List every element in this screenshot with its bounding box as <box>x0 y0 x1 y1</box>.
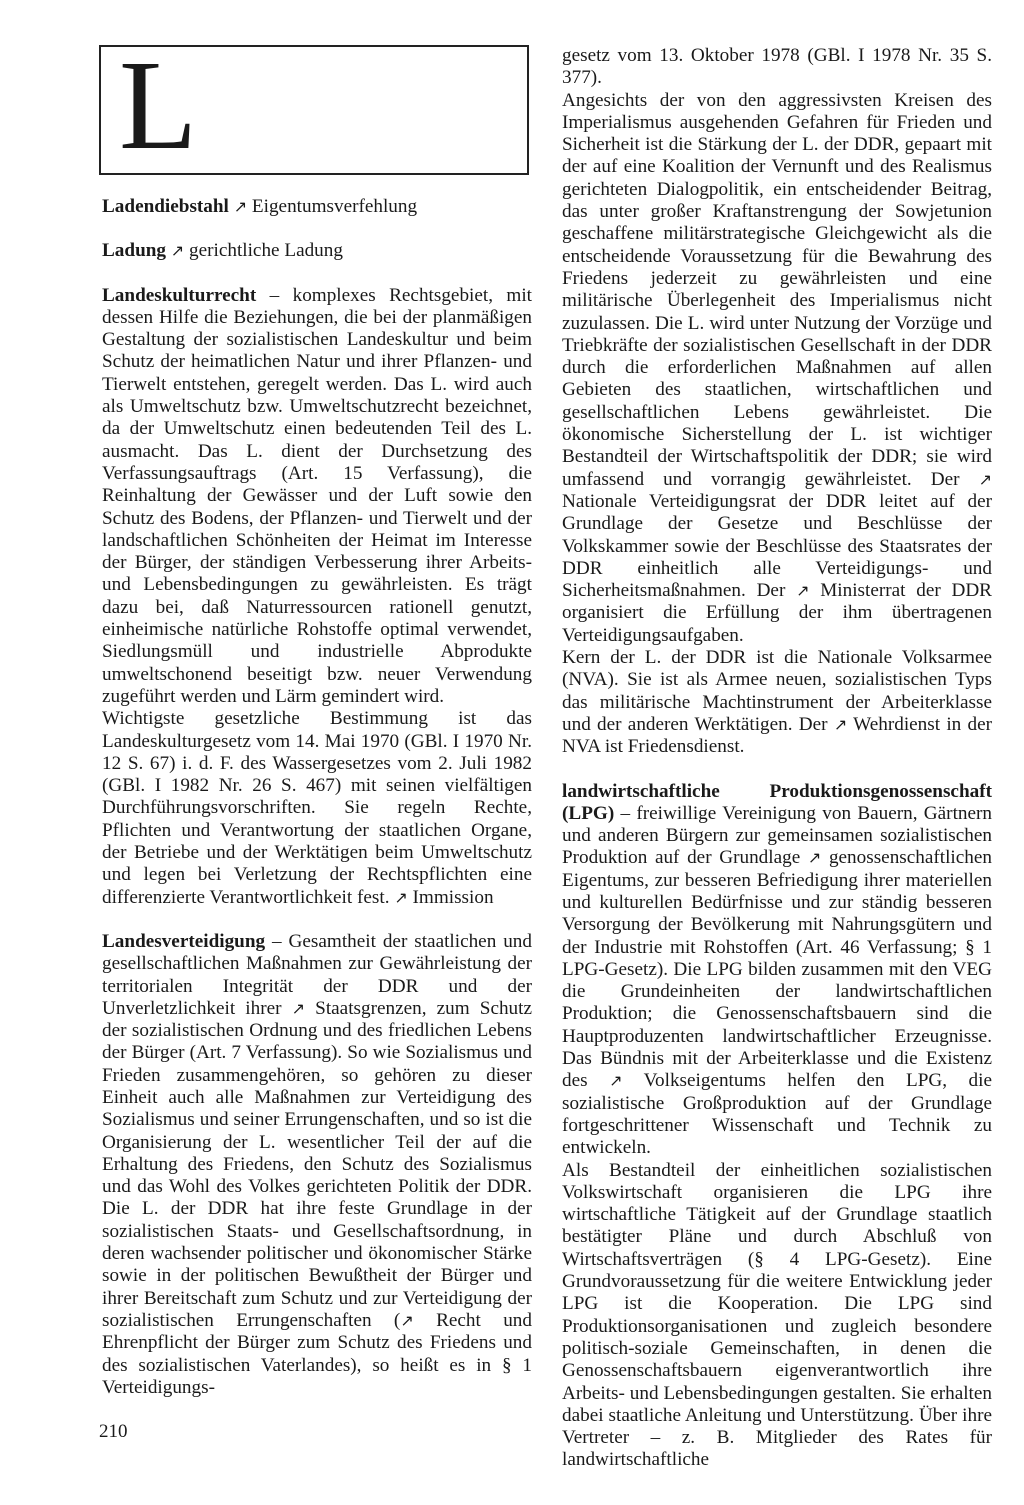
entry-text: Nationale Verteidigungsrat der DDR leitet auf der Grundlage der Gesetze und Beschlüsse der Volkskammer sowie der Beschlüsse des Staatsrates der DDR einheitlich alle Verteidigungs- und Sicherheitsmaßnahmen. Der <box>562 490 992 602</box>
entry-text: Ministerrat der DDR organisiert die Erfüllung der ihm übertragenen Verteidigungsaufgaben. <box>562 580 992 646</box>
cross-reference-arrow-icon: ↗ <box>291 998 306 1018</box>
entry-term: Landeskulturrecht <box>102 284 257 306</box>
cross-reference-arrow-icon: ↗ <box>400 1310 414 1330</box>
entry-landeskulturrecht-paragraph <box>102 708 532 909</box>
entry-lpg <box>562 781 992 1160</box>
entry-text: – freiwillige Vereinigung von Bauern, Gärtnern und anderen Bürgern zur gemeinsamen sozialistischen Produktion auf der Grundlage <box>562 802 992 869</box>
entry-ladung <box>102 240 532 262</box>
entry-text: Immission <box>407 886 494 908</box>
left-column <box>102 196 532 1399</box>
cross-reference-arrow-icon: ↗ <box>609 1071 623 1091</box>
entry-term: Ladendiebstahl <box>102 196 229 217</box>
cross-reference-arrow-icon: ↗ <box>394 887 408 907</box>
cross-reference-arrow-icon: ↗ <box>833 714 848 734</box>
entry-text: Eigentumsverfehlung <box>251 196 418 217</box>
entry-text: Recht und Ehrenpflicht der Bürger zum Schutz des Friedens und des sozialistischen Vaterlandes), so heißt es in § 1 Verteidigungs- <box>102 1309 532 1398</box>
section-letter-box <box>99 34 529 176</box>
cross-reference-arrow-icon: ↗ <box>170 241 185 261</box>
entry-text: – Gesamtheit der staatlichen und gesellschaftlichen Maßnahmen zur Gewährleistung der territorialen Integrität der DDR und der Unverletzlichkeit ihrer <box>102 930 532 1019</box>
entry-text: Staatsgrenzen, zum Schutz der sozialistischen Ordnung und des friedlichen Lebens der Bürger (Art. 7 Verfassung). So wie Sozialismus und Frieden zusammengehören, so gehören zu dieser Einheit auch alle Maßnahmen zur Verteidigung des Sozialismus und seiner Errungenschaften, und so ist die Organisierung der L. wesentlicher Teil der auf die Erhaltung des Friedens, den Schutz des Sozialismus und das Wohl des Volkes gerichteten Politik der DDR. Die L. der DDR hat ihre feste Grundlage in der sozialistischen Staats- und Gesellschaftsordnung, in deren wachsender politischer und ökonomischer Stärke sowie in der politischen Bewußtheit der Bürger und ihrer Bereitschaft zum Schutz und zur Verteidigung der sozialistischen Errungenschaften ( <box>102 997 532 1331</box>
entry-term: Ladung <box>102 240 166 262</box>
entry-landeskulturrecht <box>102 285 532 709</box>
entry-paragraph <box>562 90 992 647</box>
page-number: 210 <box>99 1421 128 1442</box>
entry-text: Wehrdienst in der NVA ist Friedensdienst. <box>562 713 993 758</box>
entry-text: – komplexes Rechtsgebiet, mit dessen Hilfe die Beziehungen, die bei der planmäßigen Gestaltung der sozialistischen Landeskultur und beim Schutz der heimatlichen Natur und ihrer Pflanzen- und Tierwelt entstehen, geregelt werden. Das L. wird auch als Umweltschutz bzw. Umweltschutzrecht bezeichnet, da der Umweltschutz einen bedeutenden Teil des L. ausmacht. Das L. dient der Durchsetzung des Verfassungsauftrags (Art. 15 Verfassung), die Reinhaltung der Gewässer und der Luft sowie den Schutz des Bodens, der Pflanzen- und Tierwelt und der landschaftlichen Schönheiten der Heimat im Interesse der Bürger, der ständigen Verbesserung ihrer Arbeits- und Lebensbedingungen zu gewährleisten. Es trägt dazu bei, daß Naturressourcen rationell genutzt, einheimische natürliche Rohstoffe optimal verwendet, Siedlungsmüll und industrielle Abprodukte umweltschonend beseitigt bzw. neuer Verwendung zugeführt werden und Lärm gemindert wird. <box>102 284 532 707</box>
entry-continuation: gesetz vom 13. Oktober 1978 (GBl. I 1978 Nr. 35 S. 377). <box>562 45 992 89</box>
cross-reference-arrow-icon: ↗ <box>796 581 810 601</box>
entry-text: Volkseigentums helfen den LPG, die sozialistische Großproduktion auf der Grundlage fortgeschrittener Wissenschaft und Technik zu entwickeln. <box>562 1070 992 1159</box>
entry-landesverteidigung <box>102 931 532 1399</box>
entry-term: landwirtschaftliche Produktionsgenossenschaft (LPG) <box>562 780 992 824</box>
entry-text: gerichtliche Ladung <box>189 240 343 262</box>
entry-ladendiebstahl <box>102 196 532 218</box>
entry-term: Landesverteidigung <box>102 930 266 952</box>
cross-reference-arrow-icon: ↗ <box>807 848 822 868</box>
section-letter: L <box>119 34 198 176</box>
entry-paragraph <box>562 647 992 758</box>
entry-text: Angesichts der von den aggressivsten Kreisen des Imperialismus ausgehenden Gefahren für Frieden und Sicherheit ist die Stärkung der L. der DDR, gepaart mit der auf eine Koalition der Vernunft und des Realismus gerichteten Dialogpolitik, ein entscheidender Beitrag, das unter großer Kraftanstrengung der Sowjetunion geschaffene militärstrategische Gleichgewicht als die entscheidende Voraussetzung für die Bewahrung des Friedens jederzeit zu gewährleisten und eine militärische Überlegenheit des Imperialismus nicht zuzulassen. Die L. wird unter Nutzung der Vorzüge und Triebkräfte der sozialistischen Gesellschaft in der DDR durch die erforderlichen Maßnahmen auf allen Gebieten des staatlichen, wirtschaftlichen und gesellschaftlichen Lebens gewährleistet. Die ökonomische Sicherstellung der L. ist wichtiger Bestandteil der Wirtschaftspolitik der DDR; sie wird umfassend und vorrangig gewährleistet. Der <box>562 89 992 490</box>
entry-text: Wichtigste gesetzliche Bestimmung ist das Landeskulturgesetz vom 14. Mai 1970 (GBl. I 1970 Nr. 12 S. 67) i. d. F. des Wassergesetzes vom 2. Juli 1982 (GBl. I 1982 Nr. 26 S. 467) mit seinen vielfältigen Durchführungsvorschriften. Sie regeln Rechte, Pflichten und Verantwortung der staatlichen Organe, der Betriebe und der Werktätigen beim Umweltschutz und legen bei Verletzung der Rechtspflichten eine differenzierte Verantwortlichkeit fest. <box>102 708 532 908</box>
entry-text: genossenschaftlichen Eigentums, zur besseren Befriedigung ihrer materiellen und kulturellen Bedürfnisse und zur ständig besseren Versorgung der Bevölkerung mit Nahrungsgütern und der Industrie mit Rohstoffen (Art. 46 Verfassung; § 1 LPG-Gesetz). Die LPG bilden zusammen mit den VEG die Grundeinheiten der landwirtschaftlichen Produktion; die Genossenschaftsbauern sind die Hauptproduzenten landwirtschaftlicher Erzeugnisse. Das Bündnis mit der Arbeiterklasse und die Existenz des <box>562 847 992 1092</box>
cross-reference-arrow-icon: ↗ <box>233 197 248 216</box>
entry-text: Kern der L. der DDR ist die Nationale Volksarmee (NVA). Sie ist als Armee neuen, sozialistischen Typs das militärische Machtinstrument der Arbeiterklasse und der anderen Werktätigen. Der <box>562 647 992 735</box>
entry-paragraph: Als Bestandteil der einheitlichen sozialistischen Volkswirtschaft organisieren die LPG ihre wirtschaftliche Tätigkeit auf der Grundlage staatlich bestätigter Pläne und durch Abschluß von Wirtschaftsverträgen (§ 4 LPG-Gesetz). Eine Grundvoraussetzung für die weitere Entwicklung jeder LPG ist die Kooperation. Die LPG sind Produktionsorganisationen und zugleich besondere politisch-soziale Gemeinschaften, in denen die Genossenschaftsbauern eigenverantwortlich ihre Arbeits- und Lebensbedingungen gestalten. Sie erhalten dabei staatliche Anleitung und Unterstützung. Über ihre Vertreter – z. B. Mitglieder des Rates für landwirtschaftliche <box>562 1159 992 1471</box>
cross-reference-arrow-icon: ↗ <box>978 469 992 489</box>
right-column <box>562 45 992 1472</box>
